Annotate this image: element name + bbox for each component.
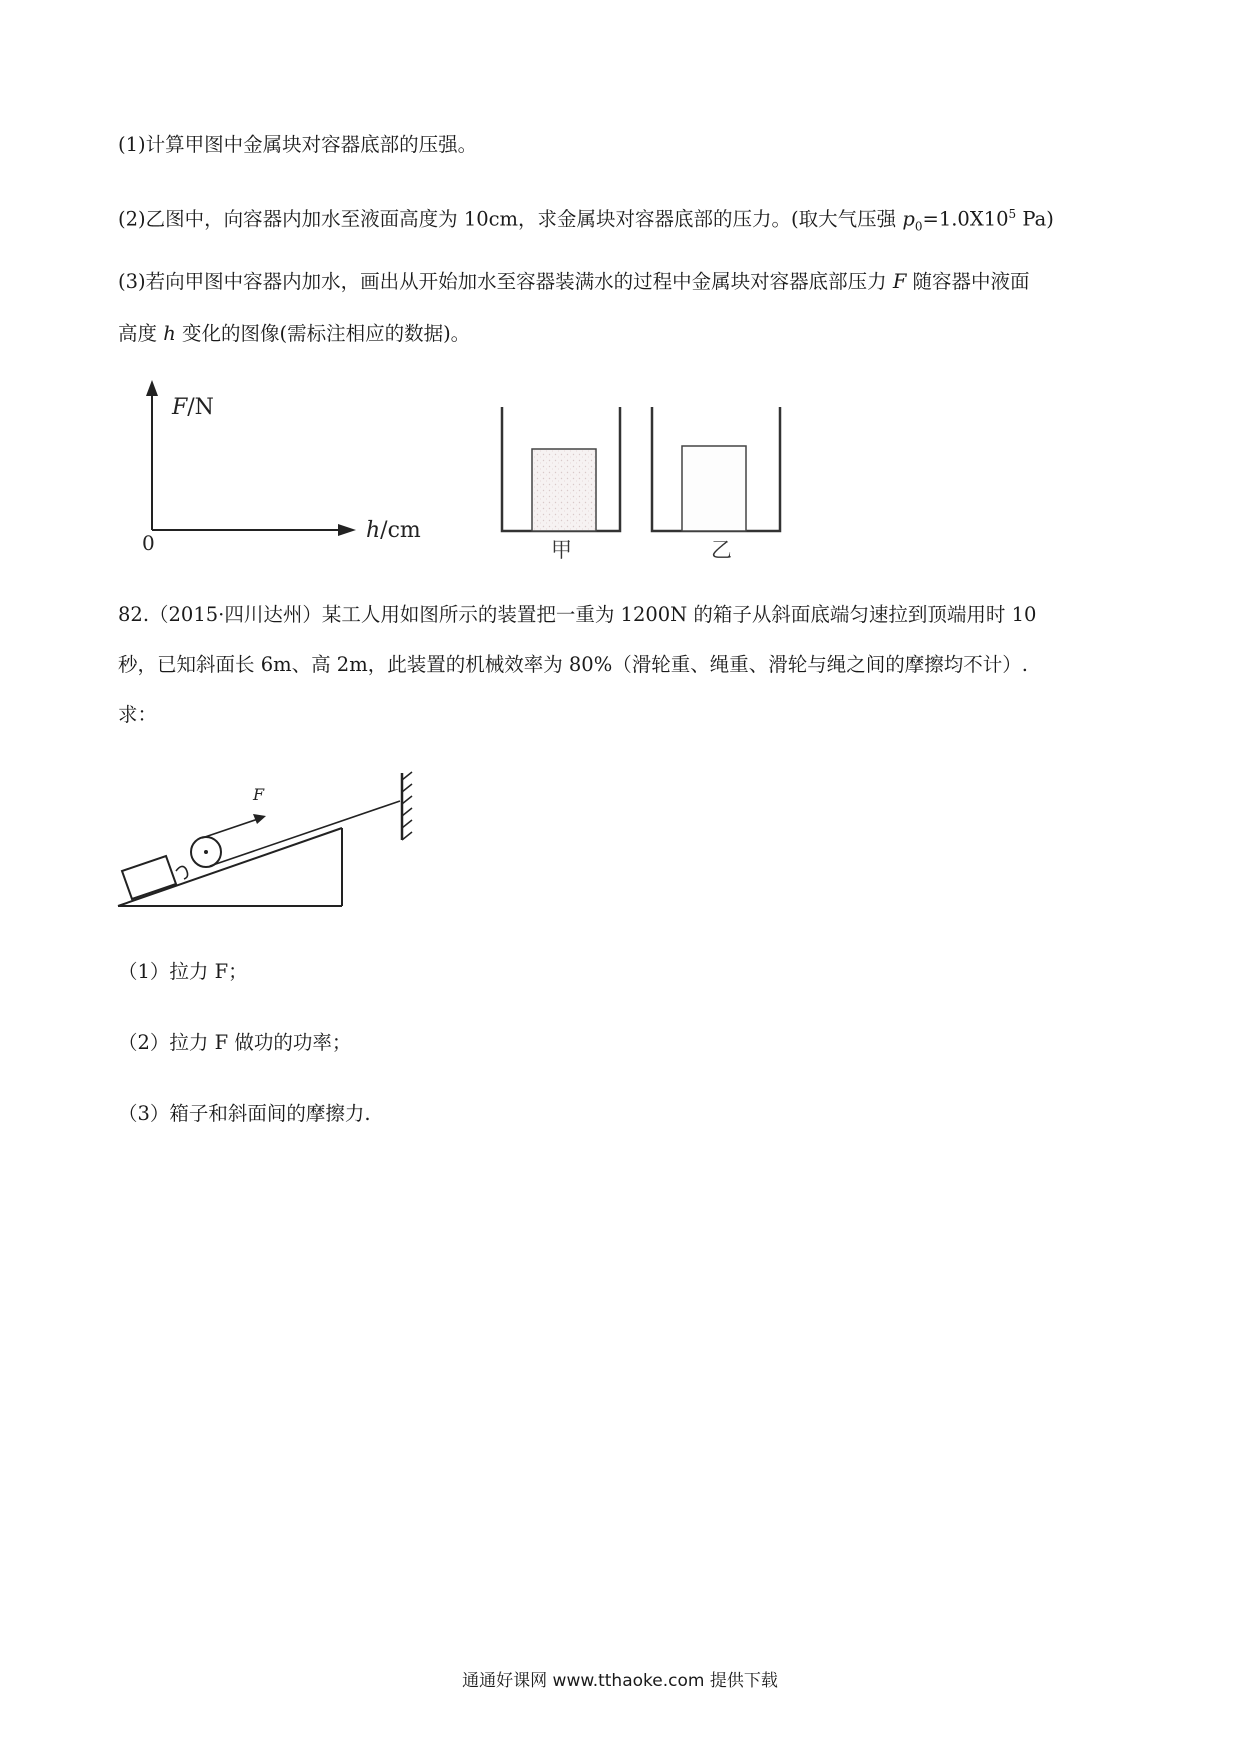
question-part-2 [118,200,1054,240]
exponent: 5 [1008,207,1017,221]
question-part-1: (1)计算甲图中金属块对容器底部的压强。 [118,133,478,156]
pressure-symbol: p [902,207,915,231]
q82-line-2: 秒，已知斜面长 6m、高 2m，此装置的机械效率为 80%（滑轮重、绳重、滑轮与绳之间的摩擦均不计）. [118,653,1028,676]
part3-text-d: 变化的图像(需标注相应的数据)。 [175,322,471,345]
origin-label: 0 [142,531,155,555]
y-axis-label: F/N [172,395,214,420]
x-axis-arrow [338,524,356,536]
pulley-axle [204,850,208,854]
q82-sub-2: （2）拉力 F 做功的功率； [118,1031,352,1054]
blank-force-height-graph [120,378,420,558]
wall-hatch-3 [402,796,412,804]
rope-lower [210,801,400,866]
box [122,856,176,899]
hook [176,866,188,879]
container-yi-label: 乙 [711,538,732,562]
force-label: F [253,785,265,804]
part2-text-a: (2)乙图中，向容器内加水至液面高度为 10cm，求金属块对容器底部的压力。(取大气压强 [118,207,903,231]
wall-hatch-6 [402,832,412,840]
q82-line-3: 求： [118,703,158,726]
part2-text-c: Pa) [1016,207,1054,231]
containers-figure [494,405,794,580]
x-axis-label: h/cm [366,518,421,543]
part3-text-a: (3)若向甲图中容器内加水，画出从开始加水至容器装满水的过程中金属块对容器底部压力 [118,270,893,293]
wall-hatch-4 [402,808,412,816]
force-symbol: F [892,270,907,293]
metal-block-jia [532,449,596,531]
wall-hatch-5 [402,820,412,828]
metal-block-yi [682,446,746,531]
force-arrow-head [253,814,266,824]
part3-text-b: 随容器中液面 [906,270,1030,293]
y-axis-arrow [146,380,158,396]
wall-hatch-1 [402,772,412,780]
wall-hatch-2 [402,784,412,792]
container-jia-label: 甲 [551,538,572,562]
q82-line-1: 82.（2015·四川达州）某工人用如图所示的装置把一重为 1200N 的箱子从斜面底端匀速拉到顶端用时 10 [118,603,1037,626]
question-part-3-line-2 [118,320,470,348]
q82-sub-1: （1）拉力 F； [118,960,248,983]
page-footer: 通通好课网 www.tthaoke.com 提供下载 [462,1671,778,1691]
rope-upper [202,819,258,838]
part3-text-c: 高度 [118,322,164,345]
part2-text-b: =1.0X10 [922,207,1009,231]
height-symbol: h [163,322,176,345]
q82-sub-3: （3）箱子和斜面间的摩擦力. [118,1102,371,1125]
pressure-subscript: 0 [914,219,923,234]
question-part-3-line-1 [118,268,1030,296]
incline-pulley-diagram [116,768,436,918]
